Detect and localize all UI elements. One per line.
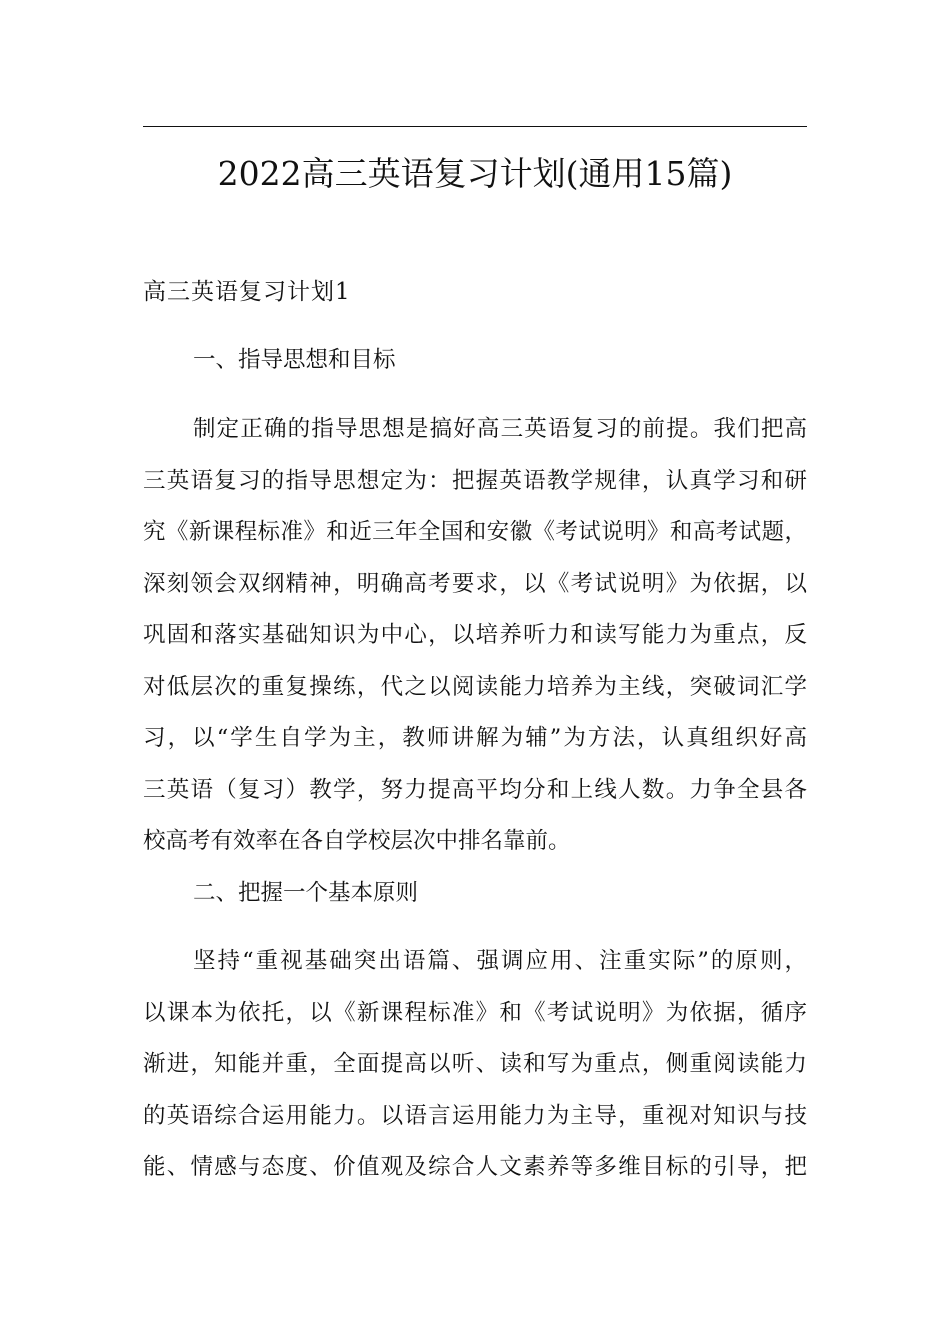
paragraph-line: 深刻领会双纲精神，明确高考要求，以《考试说明》为依据，以 xyxy=(143,570,807,597)
paragraph-line: 究《新课程标准》和近三年全国和安徽《考试说明》和高考试题， xyxy=(143,519,807,545)
heading-guiding-ideology: 一、指导思想和目标 xyxy=(193,347,396,373)
paragraph-line: 三英语（复习）教学，努力提高平均分和上线人数。力争全县各 xyxy=(143,776,807,803)
paragraph-basic-principle xyxy=(143,944,807,1202)
paragraph-line: 对低层次的重复操练，代之以阅读能力培养为主线，突破词汇学 xyxy=(143,673,807,700)
heading-basic-principle: 二、把握一个基本原则 xyxy=(193,880,419,906)
paragraph-line: 制定正确的指导思想是搞好高三英语复习的前提。我们把高 xyxy=(193,416,807,442)
paragraph-line: 的英语综合运用能力。以语言运用能力为主导，重视对知识与技 xyxy=(143,1102,807,1129)
paragraph-line: 以课本为依托，以《新课程标准》和《考试说明》为依据，循序 xyxy=(143,999,807,1026)
paragraph-line: 校高考有效率在各自学校层次中排名靠前。 xyxy=(143,828,571,854)
paragraph-guiding-ideology xyxy=(143,412,807,876)
paragraph-line: 坚持“重视基础突出语篇、强调应用、注重实际”的原则， xyxy=(193,948,807,974)
paragraph-line: 渐进，知能并重，全面提高以听、读和写为重点，侧重阅读能力 xyxy=(143,1051,807,1077)
paragraph-line: 能、情感与态度、价值观及综合人文素养等多维目标的引导，把 xyxy=(143,1154,807,1180)
paragraph-line: 习，以“学生自学为主，教师讲解为辅”为方法，认真组织好高 xyxy=(143,725,807,751)
section-title: 高三英语复习计划1 xyxy=(143,279,351,305)
top-divider xyxy=(143,126,807,127)
document-title: 2022高三英语复习计划(通用15篇) xyxy=(217,154,733,193)
paragraph-line: 三英语复习的指导思想定为：把握英语教学规律，认真学习和研 xyxy=(143,467,807,494)
paragraph-line: 巩固和落实基础知识为中心，以培养听力和读写能力为重点，反 xyxy=(143,622,807,648)
